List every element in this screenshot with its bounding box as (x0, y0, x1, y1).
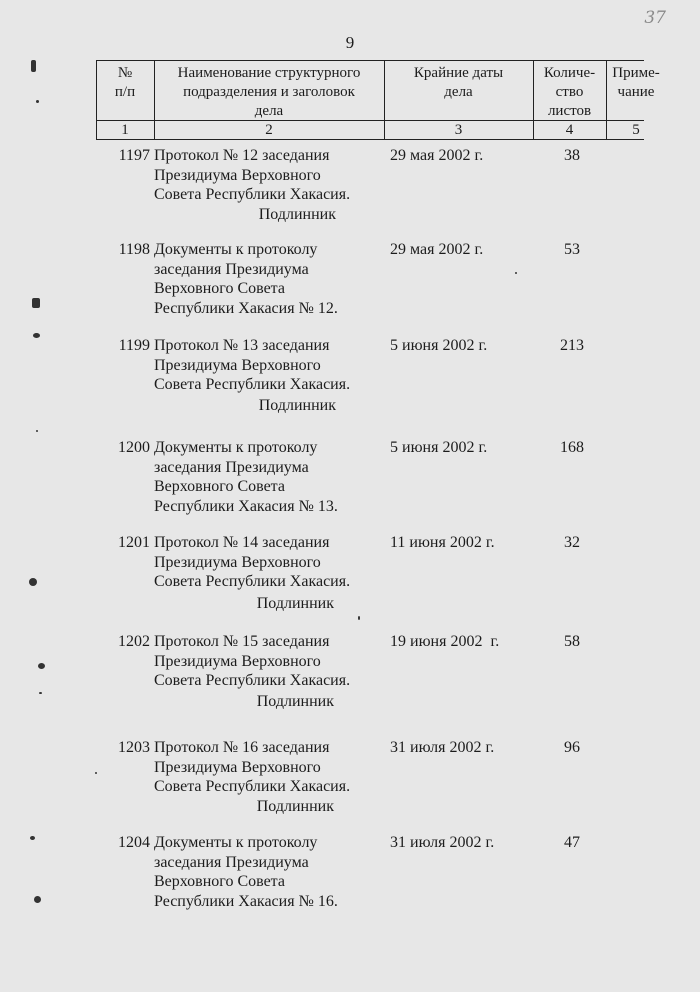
entry-date: 5 июня 2002 г. (390, 439, 488, 456)
entry-title-line: Президиума Верховного (154, 553, 321, 571)
entry-number: 1204 (118, 834, 150, 851)
header-col-index: 2 (265, 122, 273, 138)
entry-title-line: Республики Хакасия № 16. (154, 892, 338, 910)
entry-number: 1197 (118, 147, 150, 164)
scan-speck (31, 60, 36, 72)
scan-speck (30, 836, 35, 840)
entry-title-line: Документы к протоколу (154, 439, 318, 456)
scan-speck (38, 663, 45, 669)
entry-sheet-count: 53 (564, 241, 580, 258)
scan-speck (32, 298, 40, 308)
scan-speck (36, 100, 39, 103)
entry-title-line: Документы к протоколу (154, 241, 318, 258)
entry-title-line: Президиума Верховного (154, 652, 321, 670)
entry-title-line: Документы к протоколу (154, 834, 318, 851)
entry-title (154, 240, 379, 318)
entry-sheet-count: 32 (564, 534, 580, 551)
entry-title-line: Протокол № 15 заседания (154, 633, 330, 650)
entry-sheet-count: 213 (560, 337, 584, 354)
scan-speck (29, 578, 37, 586)
handwritten-sheet-number: 37 (644, 8, 666, 28)
entry-sheet-count: 96 (564, 739, 580, 756)
scan-speck (95, 772, 97, 774)
entry-title-line: Республики Хакасия № 12. (154, 299, 338, 317)
scan-speck (358, 616, 360, 620)
entry-date: 5 июня 2002 г. (390, 337, 488, 354)
entry-title-line: Президиума Верховного (154, 166, 321, 184)
header-col-dates: Крайние даты дела (413, 65, 504, 100)
header-col-index: 3 (454, 122, 463, 138)
scan-speck (515, 272, 517, 274)
entry-title-line: Республики Хакасия № 13. (154, 497, 338, 515)
header-col-index: 5 (632, 122, 640, 138)
entry-title-line: Протокол № 12 заседания (154, 147, 330, 164)
entry-title-line: Совета Республики Хакасия. (154, 778, 351, 795)
entry-title (154, 738, 379, 797)
entry-title (154, 336, 379, 395)
entry-number: 1202 (118, 633, 150, 650)
entry-date: 31 июля 2002 г. (390, 834, 495, 851)
original-note: Подлинник (258, 397, 336, 414)
entry-title (154, 438, 379, 516)
original-note: Подлинник (258, 205, 336, 223)
entry-title (154, 833, 379, 911)
scan-speck (39, 692, 42, 694)
page-number: 9 (345, 33, 355, 52)
entry-title-line: заседания Президиума (154, 260, 309, 278)
entry-title (154, 146, 379, 205)
entry-date: 11 июня 2002 г. (390, 534, 495, 551)
header-col-notes: Приме- чание (612, 65, 660, 100)
scan-speck (34, 896, 41, 903)
entry-sheet-count: 47 (564, 834, 580, 851)
entry-title-line: Совета Республики Хакасия. (154, 672, 351, 689)
entry-sheet-count: 38 (564, 147, 580, 164)
entry-title-line: Президиума Верховного (154, 356, 321, 374)
header-col-title: Наименование структурного подразделения и заголовок дела (177, 65, 361, 119)
entry-title-line: Протокол № 16 заседания (154, 739, 330, 756)
entry-number: 1200 (118, 439, 150, 456)
entry-number: 1201 (118, 534, 150, 551)
entry-number: 1203 (118, 739, 150, 756)
entry-title-line: Верховного Совета (154, 478, 285, 495)
entry-title-line: заседания Президиума (154, 853, 309, 871)
original-note: Подлинник (256, 797, 334, 815)
entry-title-line: Совета Республики Хакасия. (154, 573, 351, 590)
entry-number: 1199 (118, 337, 150, 354)
header-col-index: 1 (121, 122, 129, 138)
header-col-number: № п/п (114, 65, 136, 100)
entry-title-line: Протокол № 13 заседания (154, 337, 330, 354)
entry-title-line: заседания Президиума (154, 458, 309, 476)
entry-title-line: Президиума Верховного (154, 758, 321, 776)
table-header (96, 60, 660, 140)
header-bottom-rule (96, 139, 644, 140)
entry-sheet-count: 168 (560, 439, 584, 456)
entry-title-line: Верховного Совета (154, 280, 285, 297)
scan-speck (33, 333, 40, 338)
original-note: Подлинник (256, 595, 334, 612)
entry-number: 1198 (118, 241, 150, 258)
entry-sheet-count: 58 (564, 633, 580, 650)
entry-date: 19 июня 2002 г. (390, 633, 500, 650)
entry-date: 29 мая 2002 г. (390, 241, 484, 258)
original-note: Подлинник (256, 693, 334, 710)
entry-title (154, 533, 379, 592)
entry-title-line: Совета Республики Хакасия. (154, 376, 351, 393)
entry-date: 31 июля 2002 г. (390, 739, 495, 756)
header-col-index: 4 (565, 122, 574, 138)
entry-title (154, 632, 379, 691)
entry-title-line: Совета Республики Хакасия. (154, 186, 351, 203)
entry-title-line: Протокол № 14 заседания (154, 534, 330, 551)
entry-date: 29 мая 2002 г. (390, 147, 484, 164)
header-col-sheets: Количе- ство листов (543, 65, 596, 119)
scan-speck (36, 430, 38, 432)
entry-title-line: Верховного Совета (154, 873, 285, 890)
